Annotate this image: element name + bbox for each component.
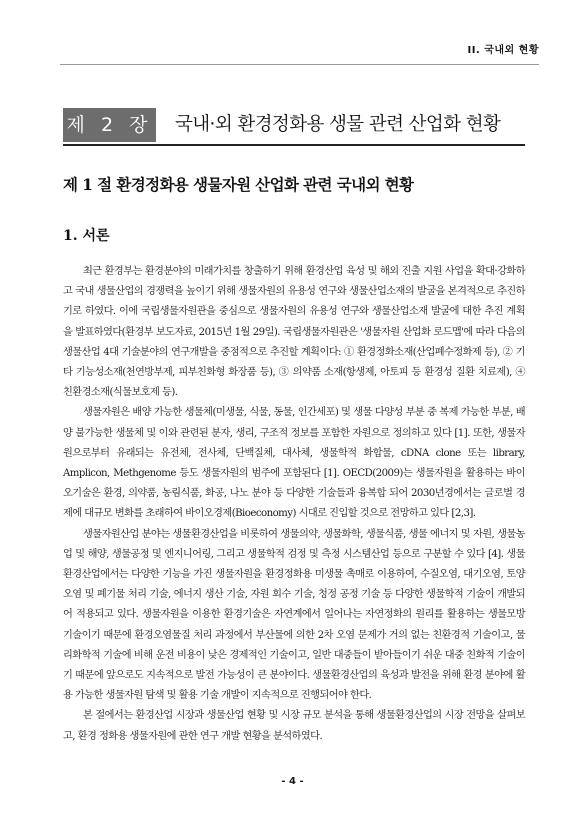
paragraph-3: 생물자원산업 분야는 생물환경산업을 비롯하여 생물의약, 생물화학, 생물식품, 생물 에너지 및 자원, 생물농업 및 해양, 생물공정 및 엔지니어링, 그리고 생물학적 검정 및 측정 시스템산업 등으로 구분할 수 있다 [4]. 생물환경산업에서는 다양한 기능을 가진 생물자원을 환경정화용 미생물 촉매로 이용하여, 수질오염, 대기오염, 토양오염 및 폐기물 처리 기술, 에너지 생산 기술, 자원 회수 기술, 청정 공정 기술 등 다양한 생물학적 기술이 개발되어 적용되고 있다. 생물자원을 이용한 환경기술은 자연계에서 일어나는 자연정화의 원리를 활용하는 생물모방 기술이기 때문에 환경오염물질 처리 과정에서 부산물에 의한 2차 오염 문제가 거의 없는 친환경적 기술이고, 물리화학적 기술에 비해 운전 비용이 낮은 경제적인 기술이고, 일반 대중들이 받아들이기 쉬운 대중 친화적 기술이기 때문에 앞으로도 지속적으로 발전 가능성이 큰 분야이다. 생물환경산업의 육성과 발전을 위해 환경 분야에 활용 가능한 생물자원 탐색 및 활용 기술 개발이 지속적으로 진행되어야 한다.	[63, 528, 525, 702]
header-rule	[60, 64, 539, 65]
chapter-underline	[63, 144, 525, 146]
page-number: - 4 -	[281, 776, 304, 787]
body-text	[63, 262, 525, 747]
section-title: 제 1 절 환경정화용 생물자원 산업화 관련 국내외 현황	[63, 175, 414, 194]
paragraph-4: 본 절에서는 환경산업 시장과 생물산업 현황 및 시장 규모 분석을 통해 생물환경산업의 시장 전망을 살펴보고, 환경 정화용 생물자원에 관한 연구 개발 현황을 분석하였다.	[63, 710, 525, 742]
chapter-number-box: 제 2 장	[63, 108, 156, 142]
subsection-title: 1. 서론	[63, 228, 110, 244]
chapter-title: 국내·외 환경정화용 생물 관련 산업화 현황	[175, 114, 501, 135]
paragraph-1: 최근 환경부는 환경분야의 미래가치를 창출하기 위해 환경산업 육성 및 해외 진출 지원 사업을 확대·강화하고 국내 생물산업의 경쟁력을 높이기 위해 생물자원의 유용성 연구와 생물산업소재의 발굴을 본격적으로 추진하기로 하였다. 이에 국립생물자원관을 중심으로 생물자원의 유용성 연구와 생물산업소재 발굴에 대한 추진 계획을 발표하였다(환경부 보도자료, 2015년 1월 29일). 국립생물자원관은 '생물자원 산업화 로드맵'에 따라 다음의 생물산업 4대 기술분야의 연구개발을 중점적으로 추진할 계획이다: ① 환경정화소재(산업폐수정화제 등), ② 기타 기능성소재(천연방부제, 피부친화형 화장품 등), ③ 의약품 소재(항생제, 아토피 등 환경성 질환 치료제), ④ 친환경소재(식물보호제 등).	[63, 266, 525, 399]
running-header: II. 국내외 현황	[467, 45, 539, 56]
chapter-heading	[63, 108, 525, 142]
paragraph-2: 생물자원은 배양 가능한 생물체(미생물, 식물, 동물, 인간세포) 및 생물 다양성 부분 중 복제 가능한 부분, 배양 불가능한 생물체 및 이와 관련된 분자, 생리, 구조적 정보를 포함한 자원으로 정의하고 있다 [1]. 또한, 생물자원으로부터 유래되는 유전체, 전사체, 단백질체, 대사체, 생물학적 화합물, cDNA clone 또는 library, Amplicon, Methgenome 등도 생물자원의 범주에 포함된다 [1]. OECD(2009)는 생물자원을 활용하는 바이오기술은 환경, 의약품, 농림식품, 화공, 나노 분야 등 다양한 기술들과 융복합 되어 2030년경에서는 글로벌 경제에 대규모 변화를 초래하여 바이오경제(Bioeconomy) 시대로 진입할 것으로 전망하고 있다 [2,3].	[63, 407, 525, 520]
